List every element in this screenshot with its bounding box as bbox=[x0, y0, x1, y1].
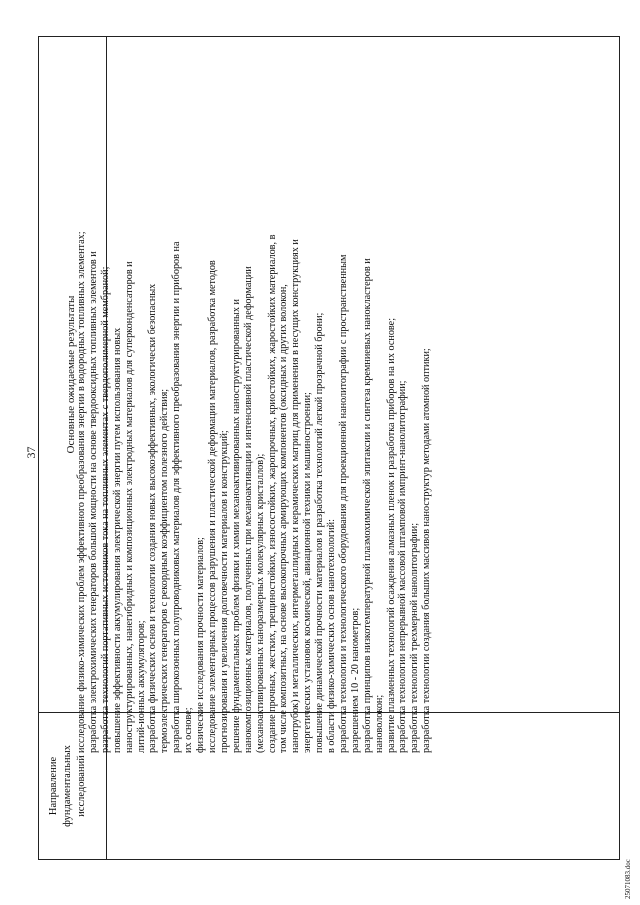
result-line: энергетических установок космической, авиационной техники и машиностроении; bbox=[302, 392, 314, 753]
result-line: наноструктурированных, нанегибридных и композиционных электродных материалов для суперконденсаторов и bbox=[123, 261, 135, 753]
result-line: (механоактивированных наноразмерных молекулярных кристаллов); bbox=[254, 453, 266, 753]
result-line: исследование физико-химических проблем эффективного преобразования энергии в водородных топливных элементах; bbox=[76, 231, 87, 753]
result-line: разрешением 10 - 20 нанометров; bbox=[349, 607, 361, 753]
result-line: разработка электрохимических генераторов большой мощности на основе твердооксидных топливных элементов и bbox=[87, 251, 99, 753]
result-line: разработка физических основ и технологии создания новых высокоэффективных, экологически безопасных bbox=[147, 283, 159, 753]
result-line: исследование элементарных процессов разрушения и пластической деформации материалов, разработка методов bbox=[206, 260, 218, 753]
result-line: литий-ионных аккумуляторов; bbox=[135, 620, 147, 753]
result-line: повышение динамической прочности материалов и разработка технологий легкой прозрачной брони; bbox=[314, 312, 326, 753]
result-line: термоэлектрических генераторов с рекордным коэффициентом полезного действия; bbox=[159, 388, 171, 753]
result-line: их основе; bbox=[183, 707, 195, 753]
result-line: разработка технологии непрерывной массовой штамповой импринт-нанолитографии; bbox=[397, 380, 409, 753]
footer-file-name: 25071083.doc bbox=[624, 859, 632, 899]
result-line: нанотрубок) и металлических, интерметаллидных и керамических матриц для применения в несущих конструкциях и bbox=[290, 239, 302, 753]
result-line: разработка технологий трехмерной нанолитографии; bbox=[409, 522, 421, 753]
result-line: физические исследования прочности материалов; bbox=[195, 537, 207, 753]
result-line: разработка технологии и технологического оборудования для проекционной нанолитографии с пространственным bbox=[337, 254, 349, 753]
result-line: развитие плазменных технологий осаждения алмазных пленок и разработка приборов на их основе; bbox=[385, 317, 397, 753]
header-left-line: Направление bbox=[48, 756, 59, 816]
header-left-line: исследований bbox=[76, 755, 87, 817]
page-number: 37 bbox=[24, 446, 38, 459]
result-line: том числе композитных, на основе высокопрочных армирующих компонентов (оксидных и других волокон, bbox=[278, 284, 290, 753]
result-line: нановолокон; bbox=[373, 694, 385, 753]
result-line: нанокомпозиционных материалов, полученных при механоактивации и интенсивной пластической деформации bbox=[242, 266, 254, 753]
result-line: создание прочных, жестких, трещиностойких, износостойких, жаропрочных, криостойких, жаростойких материалов, в bbox=[266, 234, 278, 753]
results-list bbox=[76, 88, 433, 753]
result-line: повышение эффективности аккумулирования электрической энергии путем использования новых bbox=[111, 327, 123, 753]
header-expected-results: Основные ожидаемые результаты bbox=[65, 295, 77, 454]
result-line: в области физико-химических основ нанотехнологий: bbox=[326, 519, 338, 753]
header-left-line: фундаментальных bbox=[62, 745, 73, 827]
result-line: разработка принципов низкотемпературной плазмохимической эпитаксии и синтеза кремниевых нанокластеров и bbox=[361, 258, 373, 753]
result-line: разработка широкозонных полупроводниковых материалов для эффективного преобразования энергии и приборов на bbox=[171, 241, 183, 753]
result-line: прогнозирования и увеличения долговечности материалов и конструкций; bbox=[218, 430, 230, 753]
result-line: разработка технологий портативных источников тока на топливных элементах с твердополимерной мембраной; bbox=[99, 266, 111, 753]
result-line: разработка технологии создания больших массивов наноструктур методами атомной оптики; bbox=[421, 348, 433, 753]
result-line: решение фундаментальных проблем физики и химии механоактивированных наноструктурированных и bbox=[230, 299, 242, 753]
